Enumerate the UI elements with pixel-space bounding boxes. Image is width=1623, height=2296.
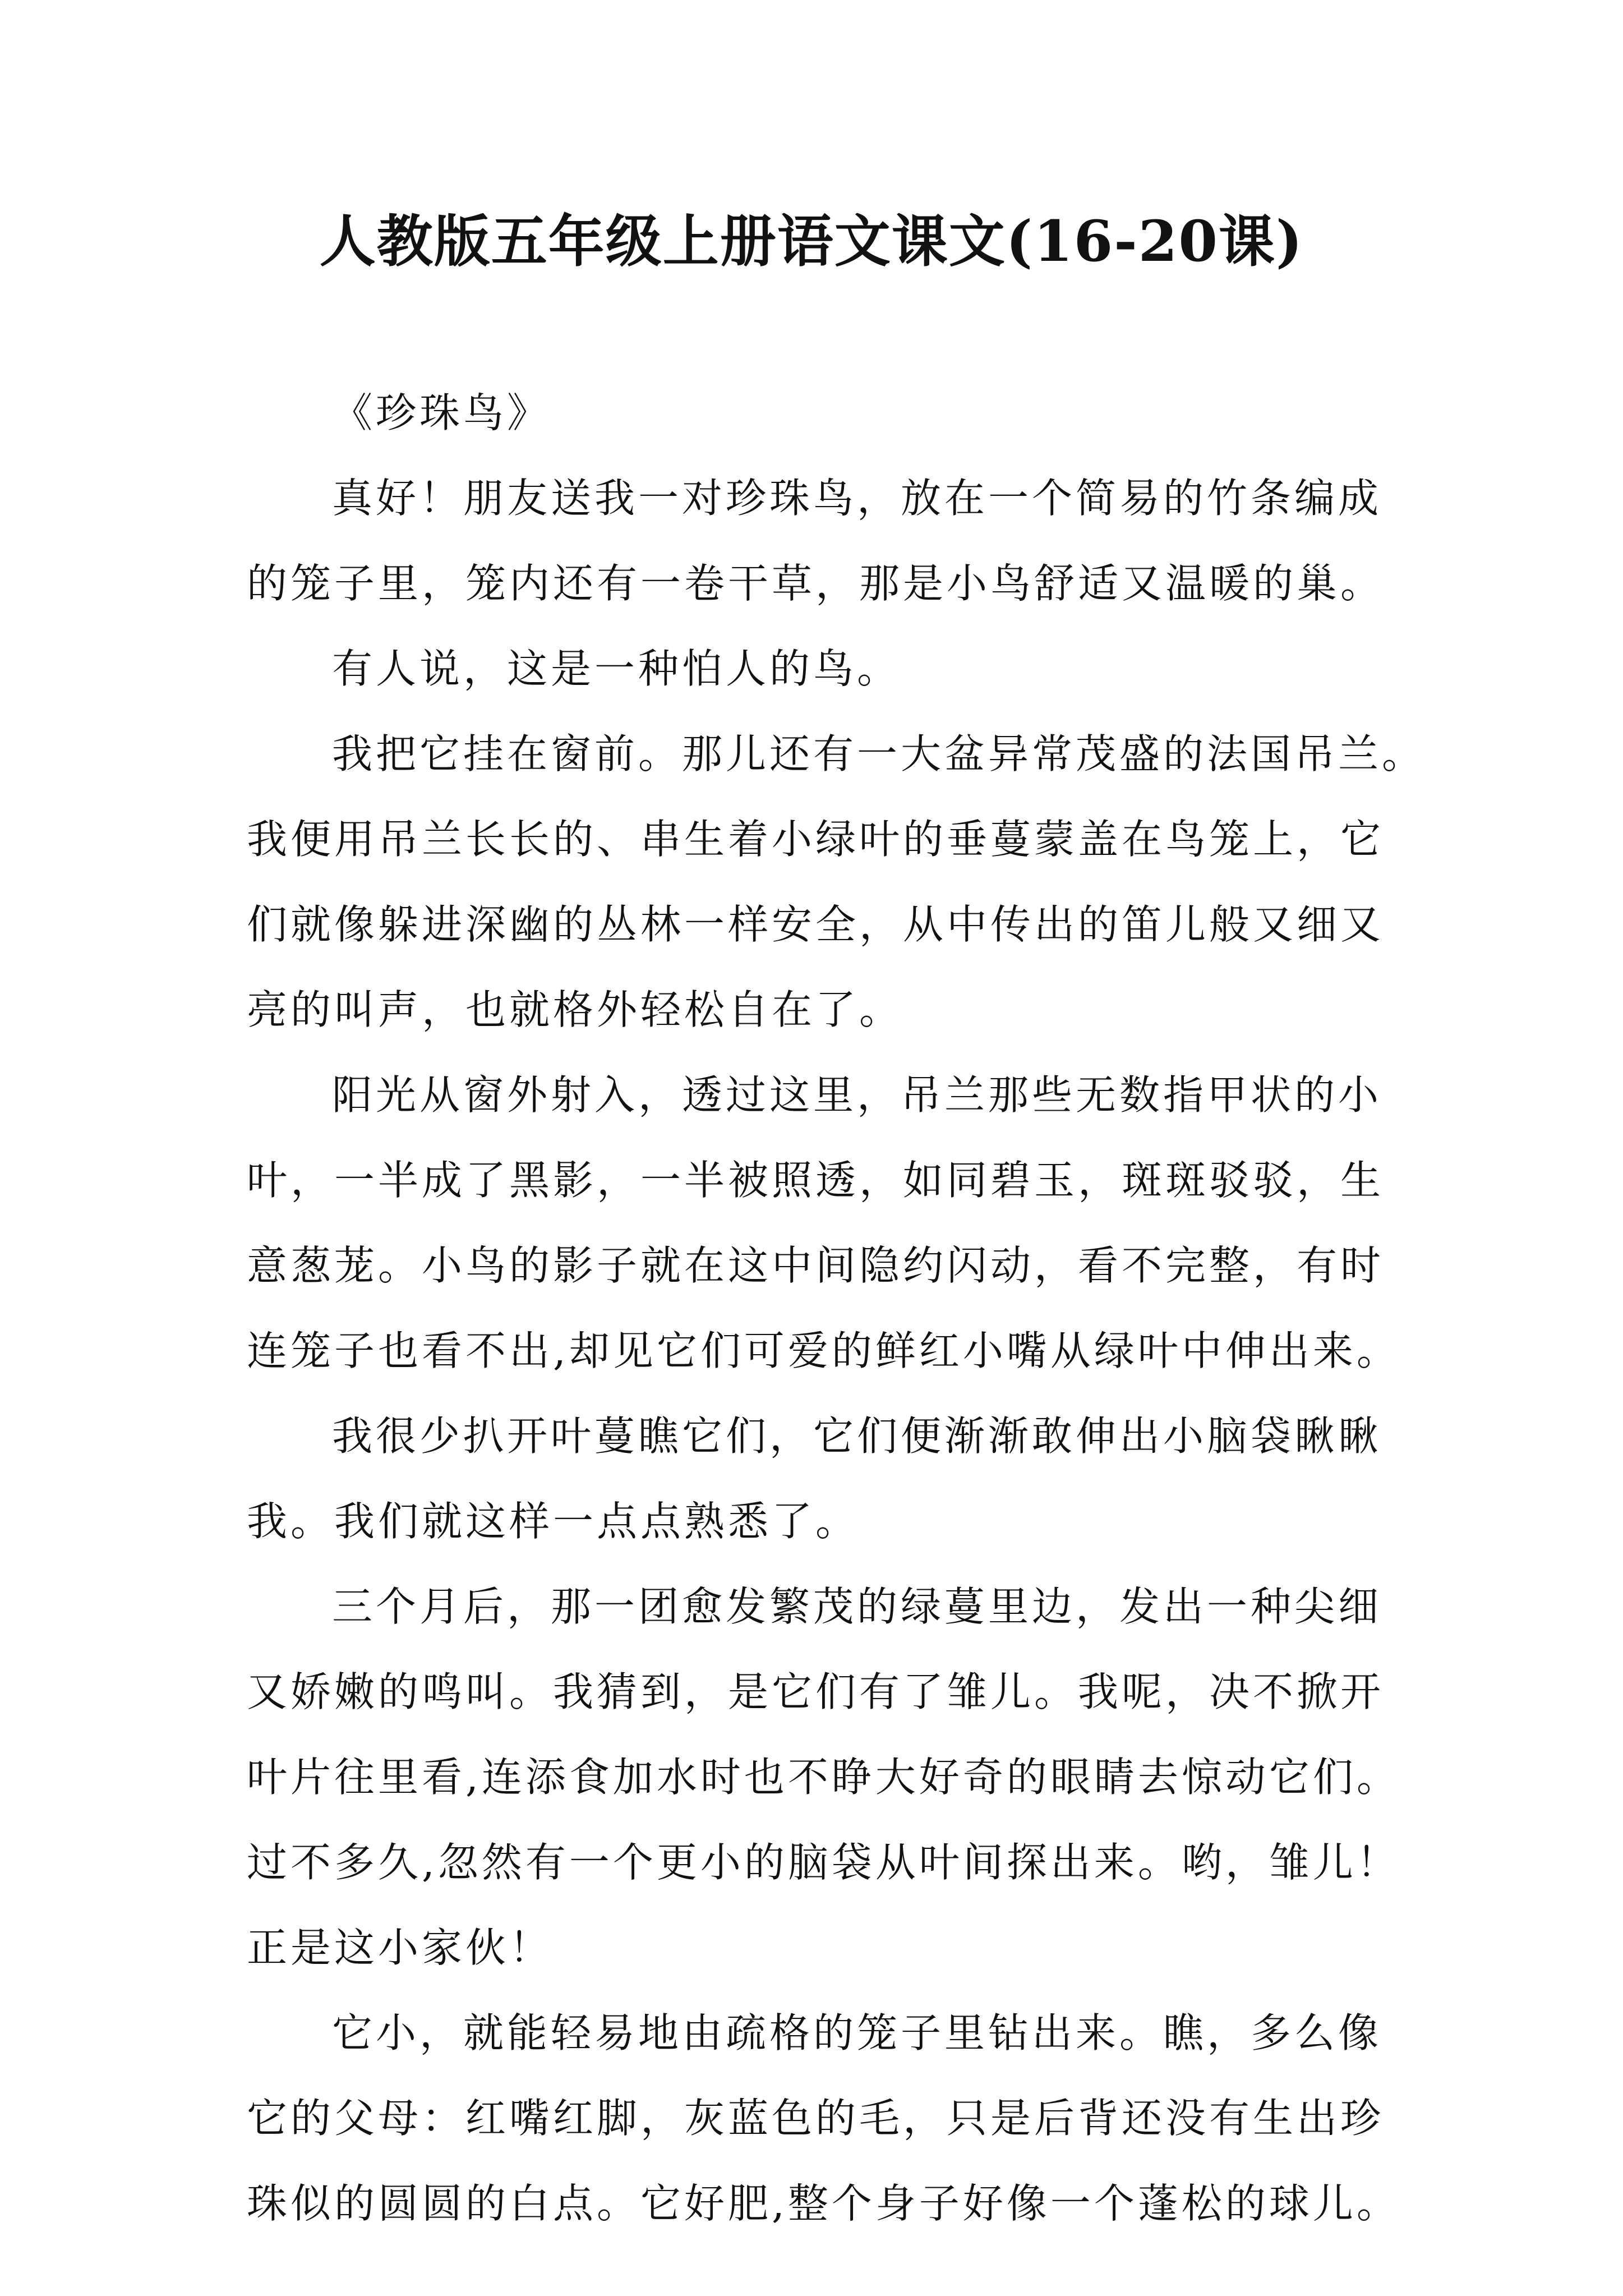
text-line: 有人说，这是一种怕人的鸟。 [332, 645, 901, 692]
text-line: 我把它挂在窗前。那儿还有一大盆异常茂盛的法国吊兰。 [332, 730, 1426, 777]
article-title-line: 《珍珠鸟》 [332, 389, 551, 436]
text-line: 过不多久,忽然有一个更小的脑袋从叶间探出来。哟，雏儿！ [247, 1839, 1400, 1886]
text-line: 阳光从窗外射入，透过这里，吊兰那些无数指甲状的小 [332, 1071, 1382, 1119]
text-line: 它小，就能轻易地由疏格的笼子里钻出来。瞧，多么像 [332, 2009, 1382, 2056]
document-body [247, 370, 1426, 2246]
text-line: 它的父母：红嘴红脚，灰蓝色的毛，只是后背还没有生出珍 [247, 2095, 1385, 2142]
text-line: 我便用吊兰长长的、串生着小绿叶的垂蔓蒙盖在鸟笼上，它 [247, 816, 1385, 863]
document-title: 人教版五年级上册语文课文(16-20课) [319, 208, 1304, 274]
text-line: 珠似的圆圆的白点。它好肥,整个身子好像一个蓬松的球儿。 [247, 2180, 1400, 2227]
text-line: 我。我们就这样一点点熟悉了。 [247, 1498, 860, 1545]
text-line: 又娇嫩的鸣叫。我猜到，是它们有了雏儿。我呢，决不掀开 [247, 1668, 1385, 1715]
text-line: 连笼子也看不出,却见它们可爱的鲜红小嘴从绿叶中伸出来。 [247, 1327, 1400, 1374]
text-line: 真好！朋友送我一对珍珠鸟，放在一个简易的竹条编成 [332, 475, 1382, 522]
text-line: 正是这小家伙！ [247, 1924, 554, 1971]
text-line: 三个月后，那一团愈发繁茂的绿蔓里边，发出一种尖细 [332, 1583, 1382, 1630]
text-line: 叶，一半成了黑影，一半被照透，如同碧玉，斑斑驳驳，生 [247, 1157, 1385, 1204]
text-line: 亮的叫声，也就格外轻松自在了。 [247, 986, 903, 1033]
text-line: 叶片往里看,连添食加水时也不睁大好奇的眼睛去惊动它们。 [247, 1754, 1400, 1801]
text-line: 们就像躲进深幽的丛林一样安全，从中传出的笛儿般又细又 [247, 901, 1385, 948]
text-line: 我很少扒开叶蔓瞧它们，它们便渐渐敢伸出小脑袋瞅瞅 [332, 1412, 1382, 1460]
text-line: 意葱茏。小鸟的影子就在这中间隐约闪动，看不完整，有时 [247, 1242, 1385, 1289]
text-line: 的笼子里，笼内还有一卷干草，那是小鸟舒适又温暖的巢。 [247, 560, 1385, 607]
